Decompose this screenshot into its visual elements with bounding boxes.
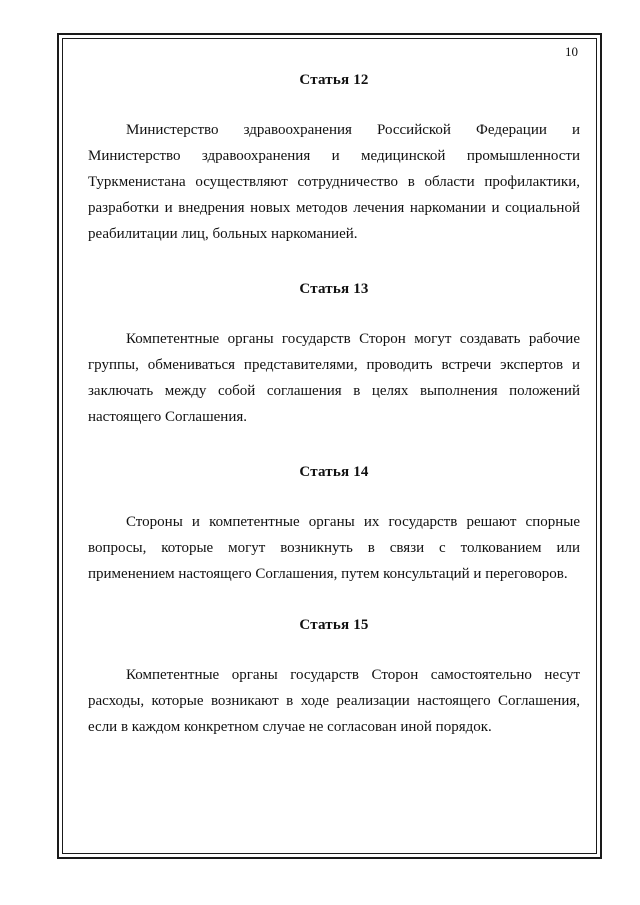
article-13	[88, 281, 580, 430]
article-title: Статья 13	[299, 281, 369, 297]
article-title: Статья 15	[299, 617, 369, 633]
article-15	[88, 617, 580, 740]
page-number: 10	[565, 44, 578, 59]
article-text: Компетентные органы государств Сторон самостоятельно несут расходы, которые возникают в ходе реализации настоящего Соглашения, если в каждом конкретном случае не согласован иной порядок.	[88, 667, 580, 735]
article-14	[88, 464, 580, 587]
article-title: Статья 12	[299, 72, 369, 88]
document-body	[88, 72, 580, 740]
article-12	[88, 72, 580, 247]
article-text: Стороны и компетентные органы их государств решают спорные вопросы, которые могут возникнуть в связи с толкованием или применением настоящего Соглашения, путем консультаций и переговоров.	[88, 514, 580, 582]
article-title: Статья 14	[299, 464, 369, 480]
article-text: Компетентные органы государств Сторон могут создавать рабочие группы, обмениваться представителями, проводить встречи экспертов и заключать между собой соглашения в целях выполнения положений настоящего Соглашения.	[88, 331, 580, 425]
article-text: Министерство здравоохранения Российской Федерации и Министерство здравоохранения и медицинской промышленности Туркменистана осуществляют сотрудничество в области профилактики, разработки и внедрения новых методов лечения наркомании и социальной реабилитации лиц, больных наркоманией.	[88, 122, 580, 242]
